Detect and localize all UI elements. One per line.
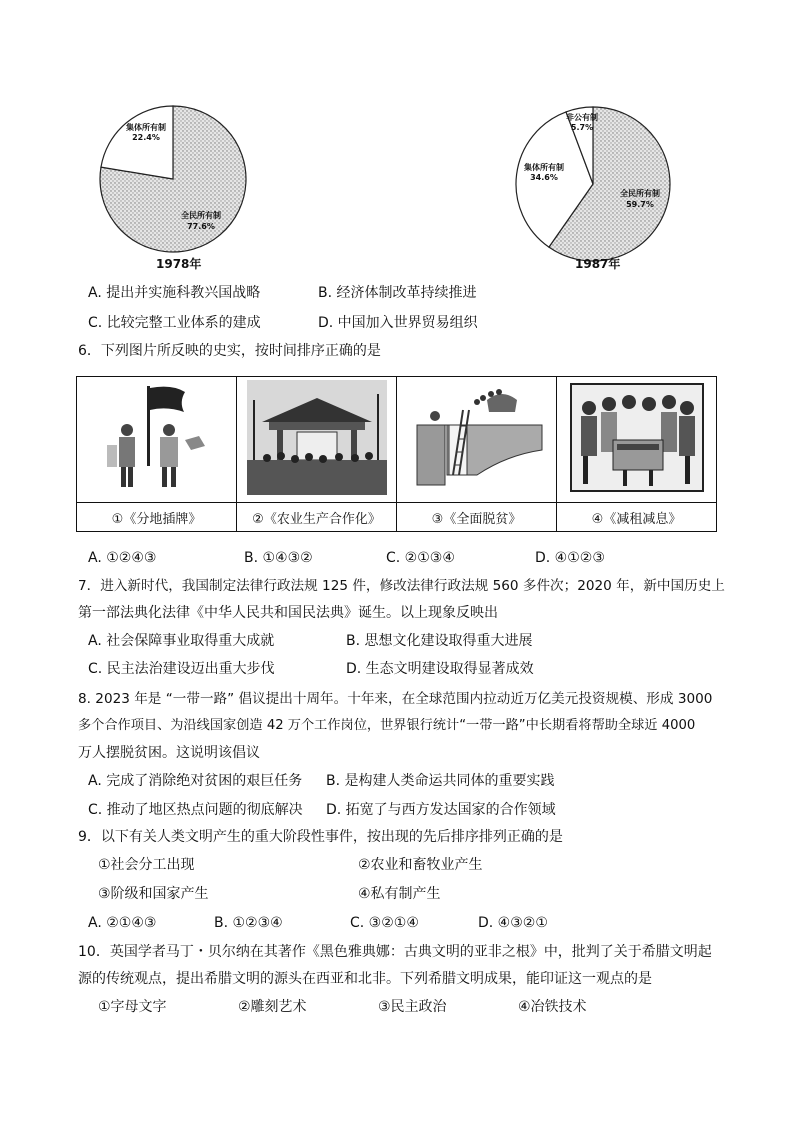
q10-stem-line2: 源的传统观点，提出希腊文明的源头在西亚和北非。下列希腊文明成果，能印证这一观点的是 <box>78 971 652 987</box>
q6-picture-3-cell <box>397 377 557 503</box>
q10-stem-line1: 10．英国学者马丁・贝尔纳在其著作《黑色雅典娜：古典文明的亚非之根》中，批判了关于希腊文明起 <box>78 944 712 960</box>
q6-picture-1-cell <box>77 377 237 503</box>
q6-caption-1: ①《分地插牌》 <box>77 503 237 532</box>
q9-option-a: A. ②①④③ <box>88 915 157 931</box>
q6-option-b: B. ①④③② <box>244 550 313 566</box>
q9-item-4: ④私有制产生 <box>358 886 441 902</box>
q5-option-a: A. 提出并实施科教兴国战略 <box>88 285 261 301</box>
q6-stem: 6．下列图片所反映的史实，按时间排序正确的是 <box>78 343 381 359</box>
q9-option-c: C. ③②①④ <box>350 915 419 931</box>
pie2-slice2-value: 34.6% <box>530 173 558 182</box>
q10-item-1: ①字母文字 <box>98 999 167 1015</box>
q7-stem-line2: 第一部法典化法律《中华人民共和国民法典》诞生。以上现象反映出 <box>78 605 498 621</box>
q8-option-d: D. 拓宽了与西方发达国家的合作领域 <box>326 802 556 818</box>
pie1-slice1-label: 全民所有制 <box>181 211 221 220</box>
pie1-year-label: 1978年 <box>156 257 202 271</box>
q6-picture-2-cell <box>237 377 397 503</box>
q7-option-d: D. 生态文明建设取得显著成效 <box>346 661 534 677</box>
q9-option-d: D. ④③②① <box>478 915 548 931</box>
picture-agricultural-cooperation <box>247 380 387 495</box>
q5-option-c: C. 比较完整工业体系的建成 <box>88 315 261 331</box>
pie1-slice2-label: 集体所有制 <box>126 123 166 132</box>
pie-chart-1987 <box>508 104 678 264</box>
q8-stem-line2: 多个合作项目、为沿线国家创造 42 万个工作岗位，世界银行统计“一带一路”中长期看将帮助全球近 4000 <box>78 718 696 733</box>
picture-land-distribution <box>87 380 227 495</box>
pie2-slice2-label: 集体所有制 <box>524 163 564 172</box>
pie2-year-label: 1987年 <box>575 257 621 271</box>
pie1-slice1-value: 77.6% <box>187 222 215 231</box>
pie-chart-1978 <box>98 94 248 264</box>
q7-option-c: C. 民主法治建设迈出重大步伐 <box>88 661 275 677</box>
q6-option-d: D. ④①②③ <box>535 550 605 566</box>
q9-item-3: ③阶级和国家产生 <box>98 886 209 902</box>
q6-option-a: A. ①②④③ <box>88 550 157 566</box>
q8-option-a: A. 完成了消除绝对贫困的艰巨任务 <box>88 773 303 789</box>
q10-item-4: ④冶铁技术 <box>518 999 587 1015</box>
pie2-slice1-value: 59.7% <box>626 200 654 209</box>
q8-option-b: B. 是构建人类命运共同体的重要实践 <box>326 773 555 789</box>
pie1-slice-2 <box>101 106 173 179</box>
q9-stem: 9．以下有关人类文明产生的重大阶段性事件，按出现的先后排序排列正确的是 <box>78 829 563 845</box>
picture-poverty-alleviation <box>407 380 547 495</box>
q6-caption-2: ②《农业生产合作化》 <box>237 503 397 532</box>
q5-option-d: D. 中国加入世界贸易组织 <box>318 315 478 331</box>
pie2-slice3-value: 5.7% <box>570 123 594 132</box>
q6-option-c: C. ②①③④ <box>386 550 455 566</box>
q6-picture-table <box>76 376 717 532</box>
q6-caption-4: ④《减租减息》 <box>557 503 717 532</box>
q9-option-b: B. ①②③④ <box>214 915 283 931</box>
q8-stem-line3: 万人摆脱贫困。这说明该倡议 <box>78 745 260 761</box>
pie1-slice2-value: 22.4% <box>132 133 160 142</box>
q7-option-a: A. 社会保障事业取得重大成就 <box>88 633 275 649</box>
q10-item-2: ②雕刻艺术 <box>238 999 307 1015</box>
q8-option-c: C. 推动了地区热点问题的彻底解决 <box>88 802 303 818</box>
pie2-slice1-label: 全民所有制 <box>620 189 660 198</box>
q6-caption-3: ③《全面脱贫》 <box>397 503 557 532</box>
q7-stem-line1: 7．进入新时代，我国制定法律行政法规 125 件，修改法律行政法规 560 多件次；2020 年，新中国历史上 <box>78 578 725 594</box>
q7-option-b: B. 思想文化建设取得重大进展 <box>346 633 533 649</box>
q8-stem-line1: 8. 2023 年是 “一带一路” 倡议提出十周年。十年来，在全球范围内拉动近万亿美元投资规模、形成 3000 <box>78 691 713 707</box>
pie2-slice3-label: 非公有制 <box>566 113 598 122</box>
q9-item-1: ①社会分工出现 <box>98 857 195 873</box>
q6-picture-4-cell <box>557 377 717 503</box>
picture-rent-reduction <box>567 380 707 495</box>
q10-item-3: ③民主政治 <box>378 999 447 1015</box>
q9-item-2: ②农业和畜牧业产生 <box>358 857 483 873</box>
q5-option-b: B. 经济体制改革持续推进 <box>318 285 477 301</box>
